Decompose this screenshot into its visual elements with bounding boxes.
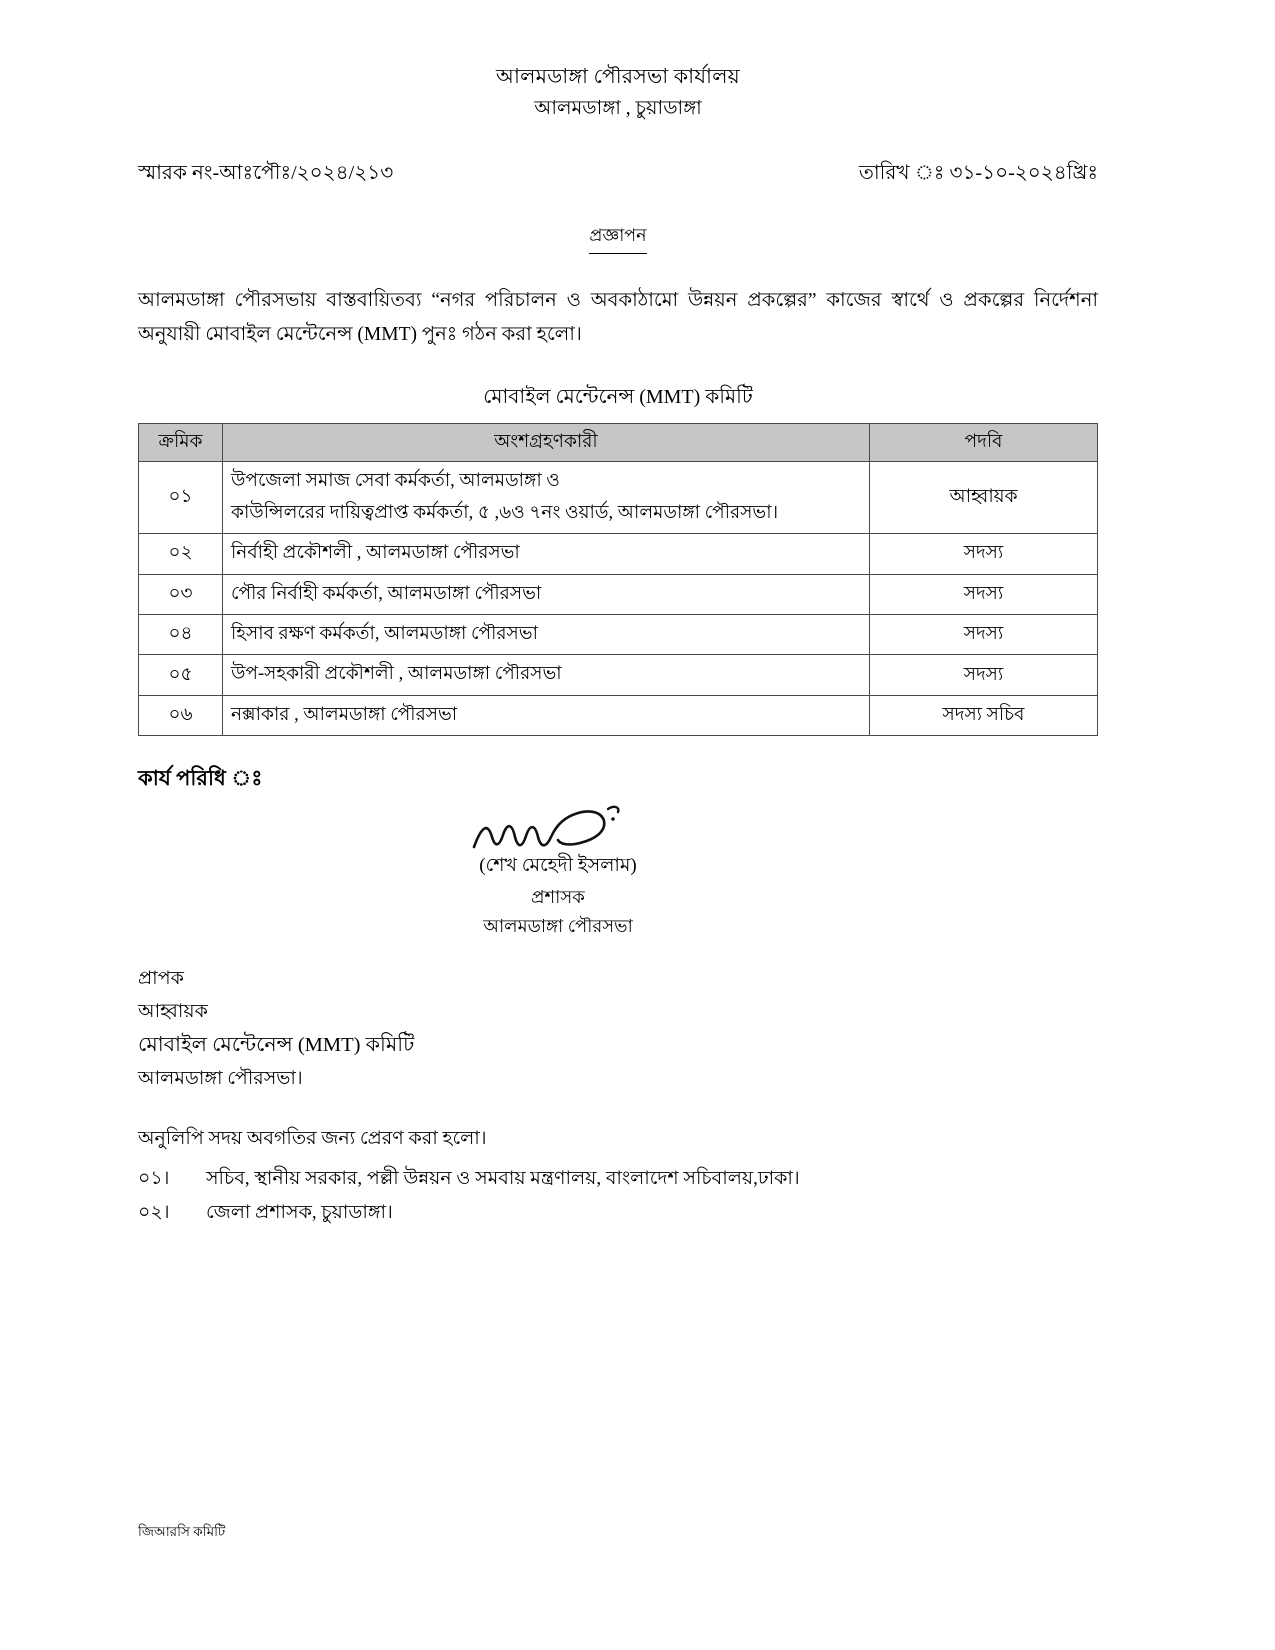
copy-item-text: জেলা প্রশাসক, চুয়াডাঙ্গা। bbox=[206, 1202, 393, 1224]
signature-block bbox=[138, 803, 1098, 941]
list-item bbox=[138, 1196, 1098, 1230]
recipient-label: প্রাপক bbox=[138, 967, 184, 989]
footer-note: জিআরসি কমিটি bbox=[138, 1524, 226, 1539]
office-name: আলমডাঙ্গা পৌরসভা কার্যালয় bbox=[496, 66, 740, 88]
row-participant: নক্সাকার , আলমডাঙ্গা পৌরসভা bbox=[223, 695, 870, 735]
table-row bbox=[139, 695, 1098, 735]
copy-item-number: ০১। bbox=[138, 1168, 170, 1190]
table-row bbox=[139, 655, 1098, 695]
recipient-committee: মোবাইল মেন্টেনেন্স (MMT) কমিটি bbox=[138, 1034, 415, 1057]
notice-title: প্রজ্ঞাপন bbox=[589, 223, 646, 254]
row-designation: আহ্বায়ক bbox=[870, 462, 1098, 534]
row-serial: ০৩ bbox=[139, 574, 223, 614]
signatory-organization: আলমডাঙ্গা পৌরসভা bbox=[483, 916, 633, 937]
document-body bbox=[138, 0, 1098, 1231]
header-participant: অংশগ্রহণকারী bbox=[223, 424, 870, 462]
committee-table bbox=[138, 423, 1098, 736]
scope-label: কার্য পরিধি ঃ bbox=[138, 766, 263, 791]
copy-list bbox=[138, 1162, 1098, 1230]
table-caption: মোবাইল মেন্টেনেন্স (MMT) কমিটি bbox=[483, 386, 753, 409]
copy-item-number: ০২। bbox=[138, 1202, 170, 1224]
row-serial: ০৪ bbox=[139, 614, 223, 654]
row-serial: ০৬ bbox=[139, 695, 223, 735]
table-header-row bbox=[139, 424, 1098, 462]
memo-number: স্মারক নং-আঃপৌঃ/২০২৪/২১৩ bbox=[138, 161, 394, 184]
copy-item-text: সচিব, স্থানীয় সরকার, পল্লী উন্নয়ন ও সমবায় মন্ত্রণালয়, বাংলাদেশ সচিবালয়,ঢাকা। bbox=[206, 1168, 800, 1190]
memo-date: তারিখ ঃ ৩১-১০-২০২৪খ্রিঃ bbox=[858, 161, 1098, 184]
signature-mark bbox=[138, 803, 978, 855]
row-participant: উপ-সহকারী প্রকৌশলী , আলমডাঙ্গা পৌরসভা bbox=[223, 655, 870, 695]
table-row bbox=[139, 462, 1098, 534]
copy-intro: অনুলিপি সদয় অবগতির জন্য প্রেরণ করা হলো। bbox=[138, 1128, 487, 1150]
recipient-block bbox=[138, 963, 1098, 1096]
row-designation: সদস্য bbox=[870, 655, 1098, 695]
recipient-organization: আলমডাঙ্গা পৌরসভা। bbox=[138, 1068, 303, 1090]
row-participant-line2: কাউন্সিলরের দায়িত্বপ্রাপ্ত কর্মকর্তা, ৫ ,৬ও ৭নং ওয়ার্ড, আলমডাঙ্গা পৌরসভা। bbox=[231, 502, 779, 523]
notice-paragraph: আলমডাঙ্গা পৌরসভায় বাস্তবায়িতব্য “নগর পরিচালন ও অবকাঠামো উন্নয়ন প্রকল্পের” কাজের স্বার্থে ও প্রকল্পের নির্দেশনা অনুযায়ী মোবাইল মেন্টেনেন্স (MMT) পুনঃ গঠন করা হলো। bbox=[138, 289, 1098, 346]
row-participant: পৌর নির্বাহী কর্মকর্তা, আলমডাঙ্গা পৌরসভা bbox=[223, 574, 870, 614]
recipient-title: আহ্বায়ক bbox=[138, 1000, 208, 1022]
table-row bbox=[139, 574, 1098, 614]
row-serial: ০২ bbox=[139, 534, 223, 574]
table-row bbox=[139, 534, 1098, 574]
row-designation: সদস্য সচিব bbox=[870, 695, 1098, 735]
row-participant-line1: উপজেলা সমাজ সেবা কর্মকর্তা, আলমডাঙ্গা ও bbox=[231, 471, 560, 492]
row-designation: সদস্য bbox=[870, 574, 1098, 614]
row-participant: হিসাব রক্ষণ কর্মকর্তা, আলমডাঙ্গা পৌরসভা bbox=[223, 614, 870, 654]
row-serial: ০৫ bbox=[139, 655, 223, 695]
header-serial: ক্রমিক bbox=[139, 424, 223, 462]
memo-row bbox=[138, 158, 1098, 191]
row-designation: সদস্য bbox=[870, 534, 1098, 574]
notice-title-container bbox=[138, 223, 1098, 254]
signatory-role: প্রশাসক bbox=[531, 887, 585, 908]
row-serial: ০১ bbox=[139, 462, 223, 534]
row-participant bbox=[223, 462, 870, 534]
letterhead bbox=[138, 62, 1098, 124]
row-participant: নির্বাহী প্রকৌশলী , আলমডাঙ্গা পৌরসভা bbox=[223, 534, 870, 574]
table-row bbox=[139, 614, 1098, 654]
header-designation: পদবি bbox=[870, 424, 1098, 462]
list-item bbox=[138, 1162, 1098, 1196]
office-location: আলমডাঙ্গা , চুয়াডাঙ্গা bbox=[534, 97, 702, 119]
row-designation: সদস্য bbox=[870, 614, 1098, 654]
signatory-name: (শেখ মেহেদী ইসলাম) bbox=[479, 855, 637, 877]
